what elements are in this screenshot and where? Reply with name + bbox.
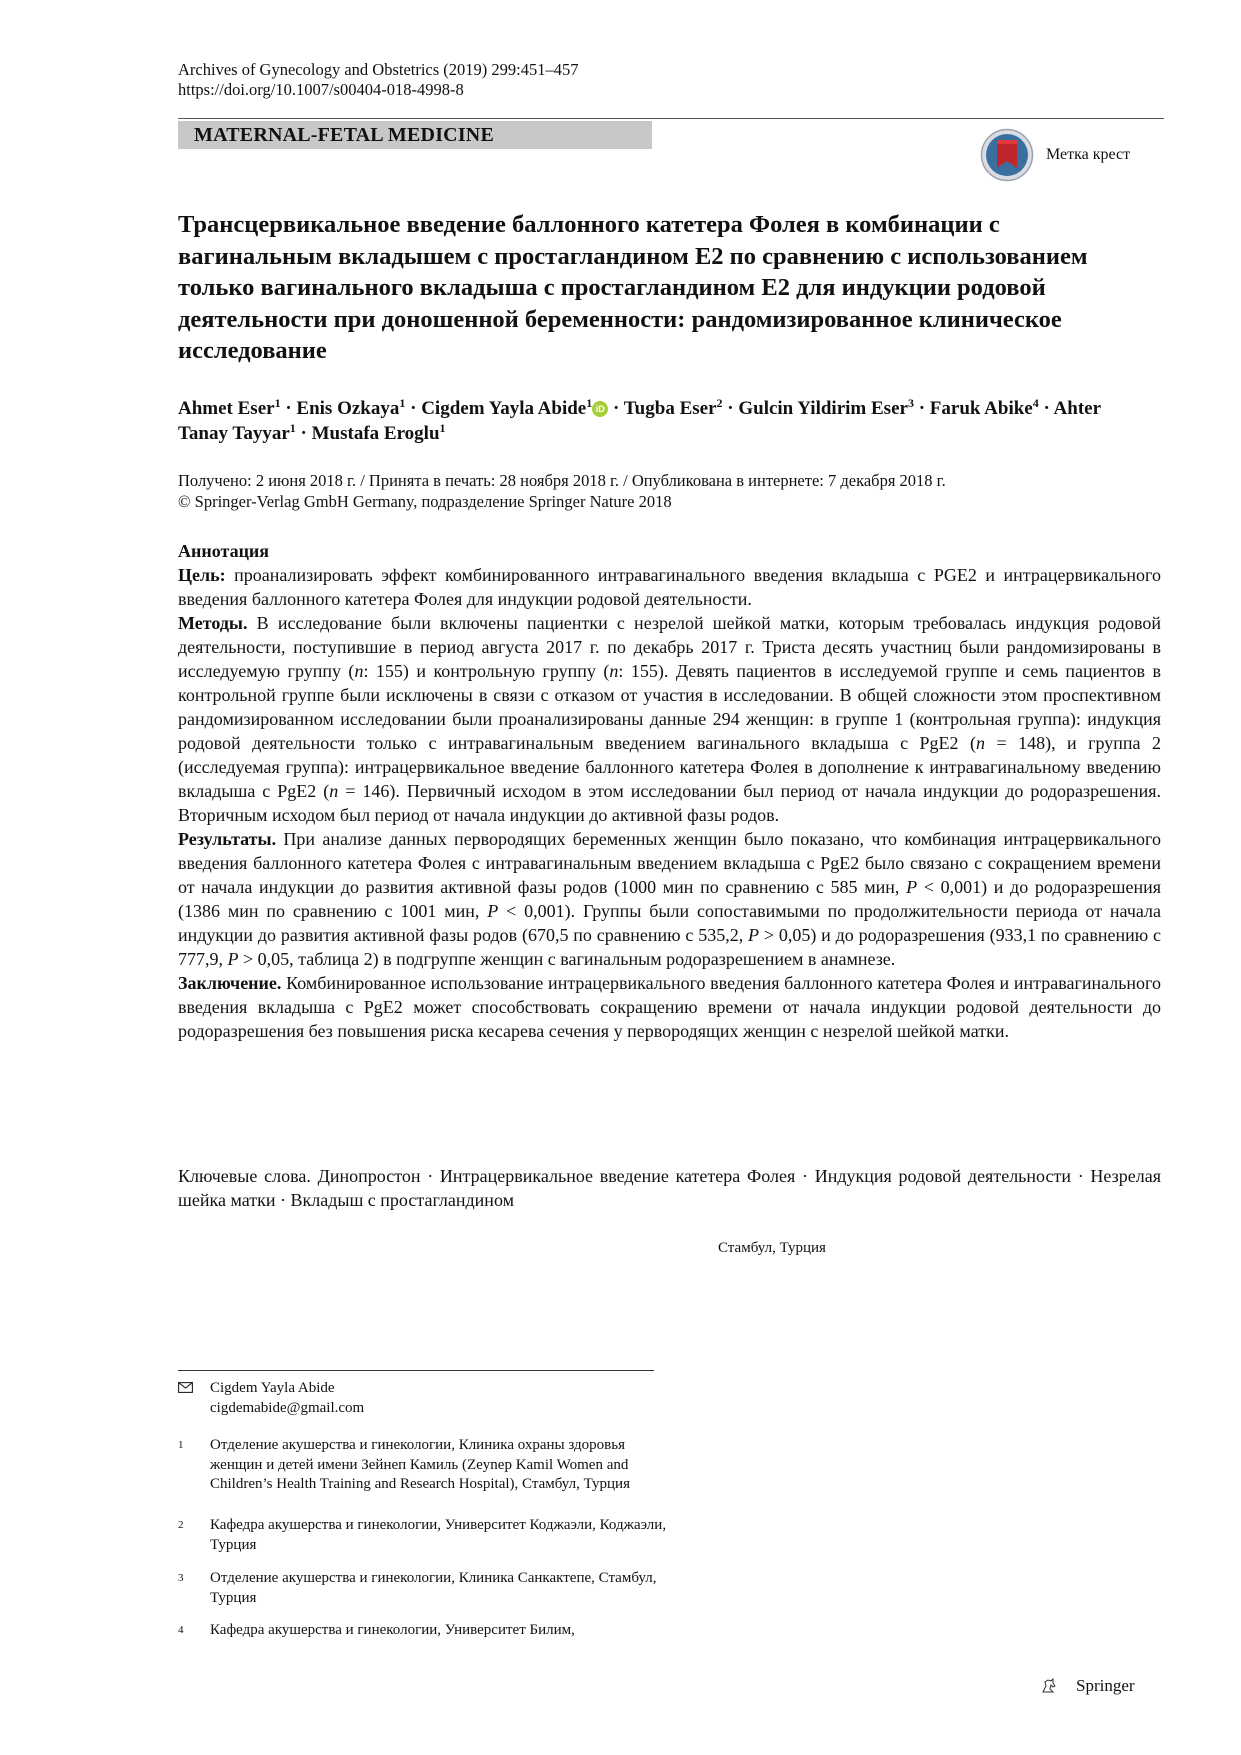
affiliation-item: [178, 1569, 678, 1608]
affiliation-number: 4: [178, 1624, 184, 1636]
abstract-heading: Аннотация: [178, 541, 270, 561]
history-dates: Получено: 2 июня 2018 г. / Принята в печать: 28 ноября 2018 г. / Опубликована в интернете: 7 декабря 2018 г.: [178, 471, 946, 490]
methods-n-symbol: n: [976, 733, 985, 753]
corresponding-email[interactable]: cigdemabide@gmail.com: [210, 1399, 365, 1416]
keywords-text: Ключевые слова. Динопростон · Интрацервикальное введение катетера Фолея · Индукция родовой деятельности · Незрелая шейка матки · Вкладыш с простагландином: [178, 1166, 1161, 1210]
corresponding-author: [178, 1379, 678, 1418]
affiliation-text: Отделение акушерства и гинекологии, Клиника Санкактепе, Стамбул, Турция: [210, 1570, 657, 1606]
author-affiliation-mark: 1: [399, 396, 406, 410]
crossmark-icon: [980, 128, 1034, 182]
methods-text: : 155). Девять пациентов в исследуемой группе и семь пациентов в контрольной группе были исключены в связи с отказом от участия в исследовании. В общей сложности этом проспективном рандомизированном исследовании были проанализированы данные 294 женщин: в группе 1 (контрольная группа): индукция родовой деятельности только с интравагинальным введением вагинального вкладыша с PgE2 (: [178, 661, 1162, 753]
methods-text: = 146). Первичный исходом в этом исследовании был период от начала индукции до родоразрешения. Вторичным исходом был период от начала индукции до активной фазы родов.: [178, 781, 1161, 825]
results-label: Результаты.: [178, 829, 277, 849]
author-name: Gulcin Yildirim Eser: [738, 398, 908, 419]
doi-line[interactable]: https://doi.org/10.1007/s00404-018-4998-8: [178, 80, 464, 99]
author-affiliation-mark: 1: [274, 396, 281, 410]
author-affiliation-mark: 1: [439, 421, 446, 435]
author-affiliation-mark: 1: [586, 396, 593, 410]
envelope-icon: [178, 1382, 193, 1393]
publication-dates: [178, 470, 1138, 512]
author-affiliation-mark: 4: [1032, 396, 1039, 410]
crossmark-badge[interactable]: [980, 128, 1130, 182]
methods-n-symbol: n: [329, 781, 339, 801]
affiliation-number: 1: [178, 1439, 184, 1451]
abstract: [178, 539, 1161, 1043]
methods-n-symbol: n: [609, 661, 619, 681]
author-name: Ahter Tanay Tayyar: [178, 398, 1101, 444]
affiliation-text: Кафедра акушерства и гинекологии, Университет Билим,: [210, 1622, 575, 1638]
results-text: > 0,05, таблица 2) в подгруппе женщин с вагинальным родоразрешением в анамнезе.: [238, 949, 896, 969]
abstract-conclusion: [178, 971, 1161, 1043]
author-list: Ahmet Eser$^1$ · Enis Ozkaya$^1$ · Cigdem Yayla Abide$^1$ iD · Tugba Eser$^2$ · Gulcin Yildirim Eser$^3$ · Faruk Abike$^4$ · Ahter Tanay Tayyar$^1$ · Mustafa Eroglu$^1$: [178, 396, 1101, 444]
publisher-name: Springer: [1076, 1676, 1135, 1695]
author-name: Tugba Eser: [623, 398, 717, 419]
methods-text: = 148), и группа 2 (исследуемая группа): интрацервикальное введение баллонного катетера Фолея в дополнение к интравагинальному введению вкладыша с PgE2 (: [178, 733, 1162, 801]
crossmark-label: Метка крест: [1046, 146, 1131, 163]
results-p-symbol: P: [487, 901, 499, 921]
journal-header: [178, 60, 579, 100]
footnote-rule: [178, 1370, 654, 1371]
conclusion-text: Комбинированное использование интрацервикального введения баллонного катетера Фолея и интравагинального введения вкладыша с PgE2 может способствовать сокращению времени от начала индукции родовой деятельности до родоразрешения без повышения риска кесарева сечения у первородящих женщин с незрелой шейкой матки.: [178, 973, 1161, 1041]
copyright-line: © Springer-Verlag GmbH Germany, подразделение Springer Nature 2018: [178, 492, 672, 511]
affiliation-item: [178, 1436, 678, 1495]
corresponding-name: Cigdem Yayla Abide: [210, 1380, 335, 1396]
results-p-symbol: P: [748, 925, 760, 945]
author-affiliation-mark: 3: [907, 396, 914, 410]
methods-text: : 155) и контрольную группу (: [363, 661, 610, 681]
results-text: При анализе данных первородящих беременных женщин было показано, что комбинация интрацервикального введения баллонного катетера Фолея с интравагинальным введением вкладыша с PgE2 было связано с сокращением времени от начала индукции до развития активной фазы родов (1000 мин по сравнению с 585 мин,: [178, 829, 1161, 897]
journal-citation: Archives of Gynecology and Obstetrics (2019) 299:451–457: [178, 60, 579, 79]
abstract-aim: [178, 563, 1161, 611]
aim-label: Цель:: [178, 565, 226, 585]
article-title: Трансцервикальное введение баллонного катетера Фолея в комбинации с вагинальным вкладышем с простагландином Е2 по сравнению с использованием только вагинального вкладыша с простагландином Е2 для индукции родовой деятельности при доношенной беременности: рандомизированное клиническое исследование: [178, 211, 1088, 364]
abstract-results: [178, 827, 1161, 971]
author-name: Mustafa Eroglu: [311, 423, 440, 444]
author-name: Cigdem Yayla Abide: [421, 398, 587, 419]
methods-label: Методы.: [178, 613, 248, 633]
section-label: MATERNAL-FETAL MEDICINE: [178, 121, 652, 149]
author-affiliation-mark: 2: [716, 396, 723, 410]
results-p-symbol: P: [227, 949, 239, 969]
publisher-footer: [1040, 1676, 1135, 1696]
results-text: > 0,05) и до родоразрешения (933,1 по сравнению с 777,9,: [178, 925, 1161, 969]
aim-text: проанализировать эффект комбинированного интравагинального введения вкладыша с PGE2 и интрацервикального введения баллонного катетера Фолея для индукции родовой деятельности.: [178, 565, 1161, 609]
header-rule: [178, 118, 1164, 119]
results-text: < 0,001) и до родоразрешения (1386 мин по сравнению с 1001 мин,: [178, 877, 1161, 921]
springer-horse-icon: [1040, 1677, 1058, 1695]
author-affiliation-mark: 1: [289, 421, 296, 435]
methods-n-symbol: n: [354, 661, 364, 681]
results-text: < 0,001). Группы были сопоставимыми по продолжительности периода от начала индукции до развития активной фазы родов (670,5 по сравнению с 535,2,: [178, 901, 1161, 945]
author-name: Ahmet Eser: [178, 398, 275, 419]
affiliation-text: Отделение акушерства и гинекологии, Клиника охраны здоровья женщин и детей имени Зейнеп Камиль (Zeynep Kamil Women and Children’s Health Training and Research Hospital), Стамбул, Турция: [210, 1437, 630, 1492]
conclusion-label: Заключение.: [178, 973, 282, 993]
affiliation-number: 3: [178, 1572, 184, 1584]
affiliation-number: 2: [178, 1519, 184, 1531]
orcid-icon[interactable]: iD: [592, 401, 608, 417]
methods-text: В исследование были включены пациентки с незрелой шейкой матки, которым требовалась индукция родовой деятельности, поступившие в период августа 2017 г. по декабрь 2017 г. Триста десять участниц были рандомизированы в исследуемую группу (: [178, 613, 1161, 681]
affiliation-item: [178, 1621, 678, 1641]
keywords: [178, 1164, 1161, 1212]
city-line: Стамбул, Турция: [718, 1240, 826, 1256]
author-name: Enis Ozkaya: [296, 398, 400, 419]
abstract-methods: [178, 611, 1161, 827]
affiliation-item: [178, 1516, 678, 1555]
affiliation-text: Кафедра акушерства и гинекологии, Университет Коджаэли, Коджаэли, Турция: [210, 1517, 667, 1553]
author-name: Faruk Abike: [929, 398, 1033, 419]
results-p-symbol: P: [906, 877, 918, 897]
